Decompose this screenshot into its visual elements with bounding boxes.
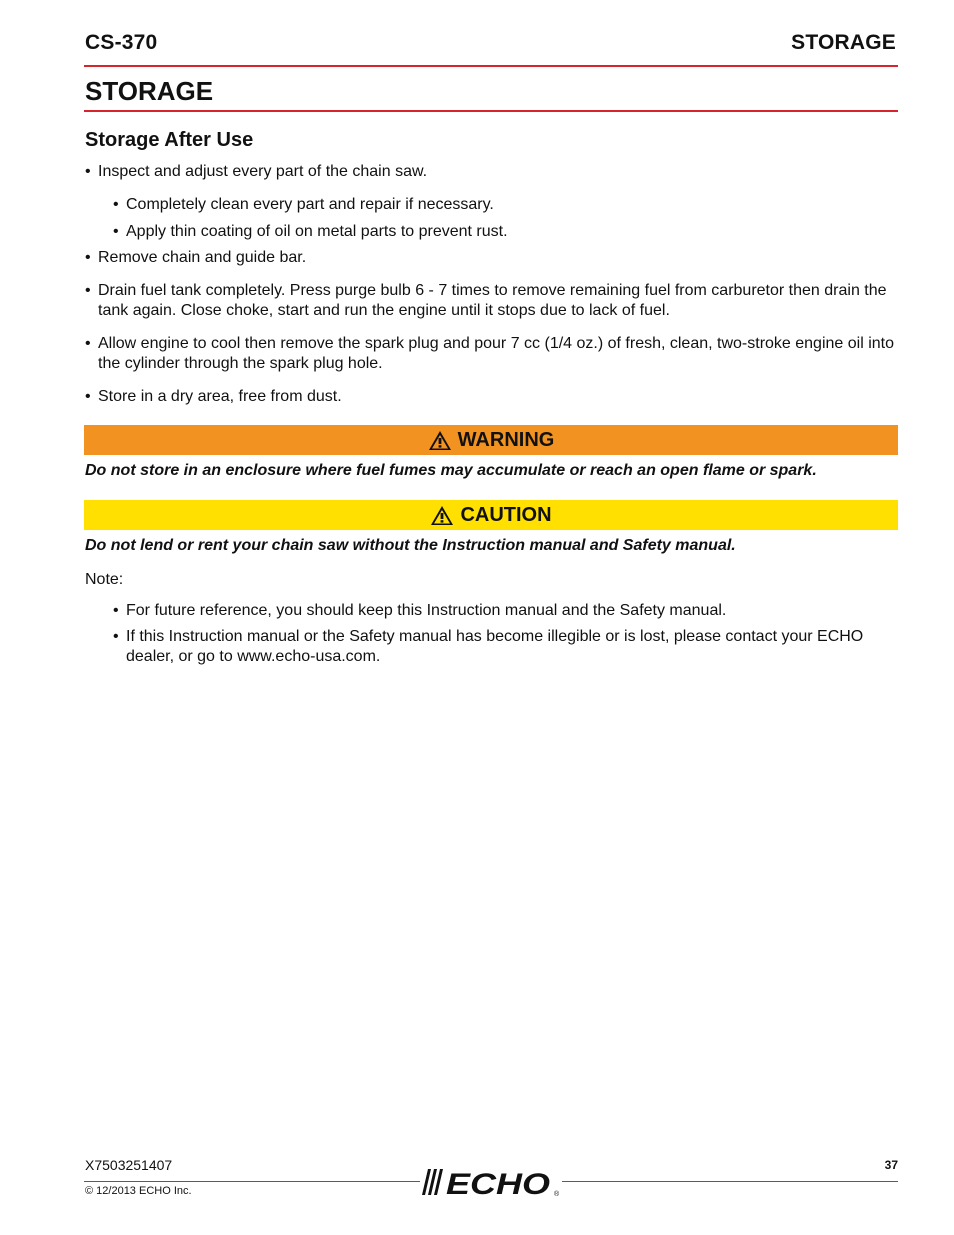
list-item [113,627,897,667]
list-item-text: Completely clean every part and repair if necessary. [126,196,494,213]
warning-text: Do not store in an enclosure where fuel fumes may accumulate or reach an open flame or spark. [85,462,817,479]
warning-label: WARNING [457,428,555,451]
caution-text: Do not lend or rent your chain saw without the Instruction manual and Safety manual. [85,537,736,554]
svg-text:®: ® [554,1191,560,1198]
section-header: STORAGE [791,31,896,54]
page-number: 37 [884,1158,898,1172]
list-item [113,195,897,215]
list-item-text: If this Instruction manual or the Safety manual has become illegible or is lost, please contact your ECHO dealer, or go to www.echo-usa.com. [126,628,864,665]
header-divider [84,65,898,67]
page-title: STORAGE [85,76,214,106]
list-item-text: Apply thin coating of oil on metal parts to prevent rust. [126,223,508,240]
caution-triangle-icon [430,505,454,526]
list-item [85,387,897,407]
copyright: © 12/2013 ECHO Inc. [85,1185,192,1197]
warning-triangle-icon [428,430,452,451]
list-item-text: Drain fuel tank completely. Press purge bulb 6 - 7 times to remove remaining fuel from carburetor then drain the tank again. Close choke, start and run the engine until it stops due to lack of fuel. [98,282,887,319]
bullet-icon: • [113,628,119,645]
list-item [85,248,897,268]
title-divider [84,110,898,112]
bullet-icon: • [113,196,119,213]
list-item-text: Store in a dry area, free from dust. [98,388,342,405]
bullet-icon: • [85,282,91,299]
footer-divider-left [84,1181,420,1182]
bullet-icon: • [85,249,91,266]
footer-divider-right [562,1181,898,1182]
bullet-icon: • [113,223,119,240]
bullet-icon: • [85,163,91,180]
bullet-icon: • [85,335,91,352]
warning-banner [84,425,898,455]
section-title: Storage After Use [85,129,254,151]
list-item [113,601,897,621]
echo-logo [420,1165,562,1199]
document-code: X7503251407 [85,1157,173,1173]
list-item [85,162,897,182]
caution-banner [84,500,898,530]
bullet-icon: • [113,602,119,619]
list-item [113,222,897,242]
list-item-text: For future reference, you should keep this Instruction manual and the Safety manual. [126,602,727,619]
list-item-text: Inspect and adjust every part of the chain saw. [98,163,428,180]
list-item-text: Allow engine to cool then remove the spark plug and pour 7 cc (1/4 oz.) of fresh, clean, two-stroke engine oil into the cylinder through the spark plug hole. [98,335,894,372]
caution-label: CAUTION [460,503,552,526]
list-item [85,334,897,374]
svg-text:ECHO: ECHO [446,1168,550,1199]
list-item-text: Remove chain and guide bar. [98,249,307,266]
model-header: CS-370 [85,31,158,54]
note-label: Note: [85,571,124,588]
bullet-icon: • [85,388,91,405]
list-item [85,281,897,321]
